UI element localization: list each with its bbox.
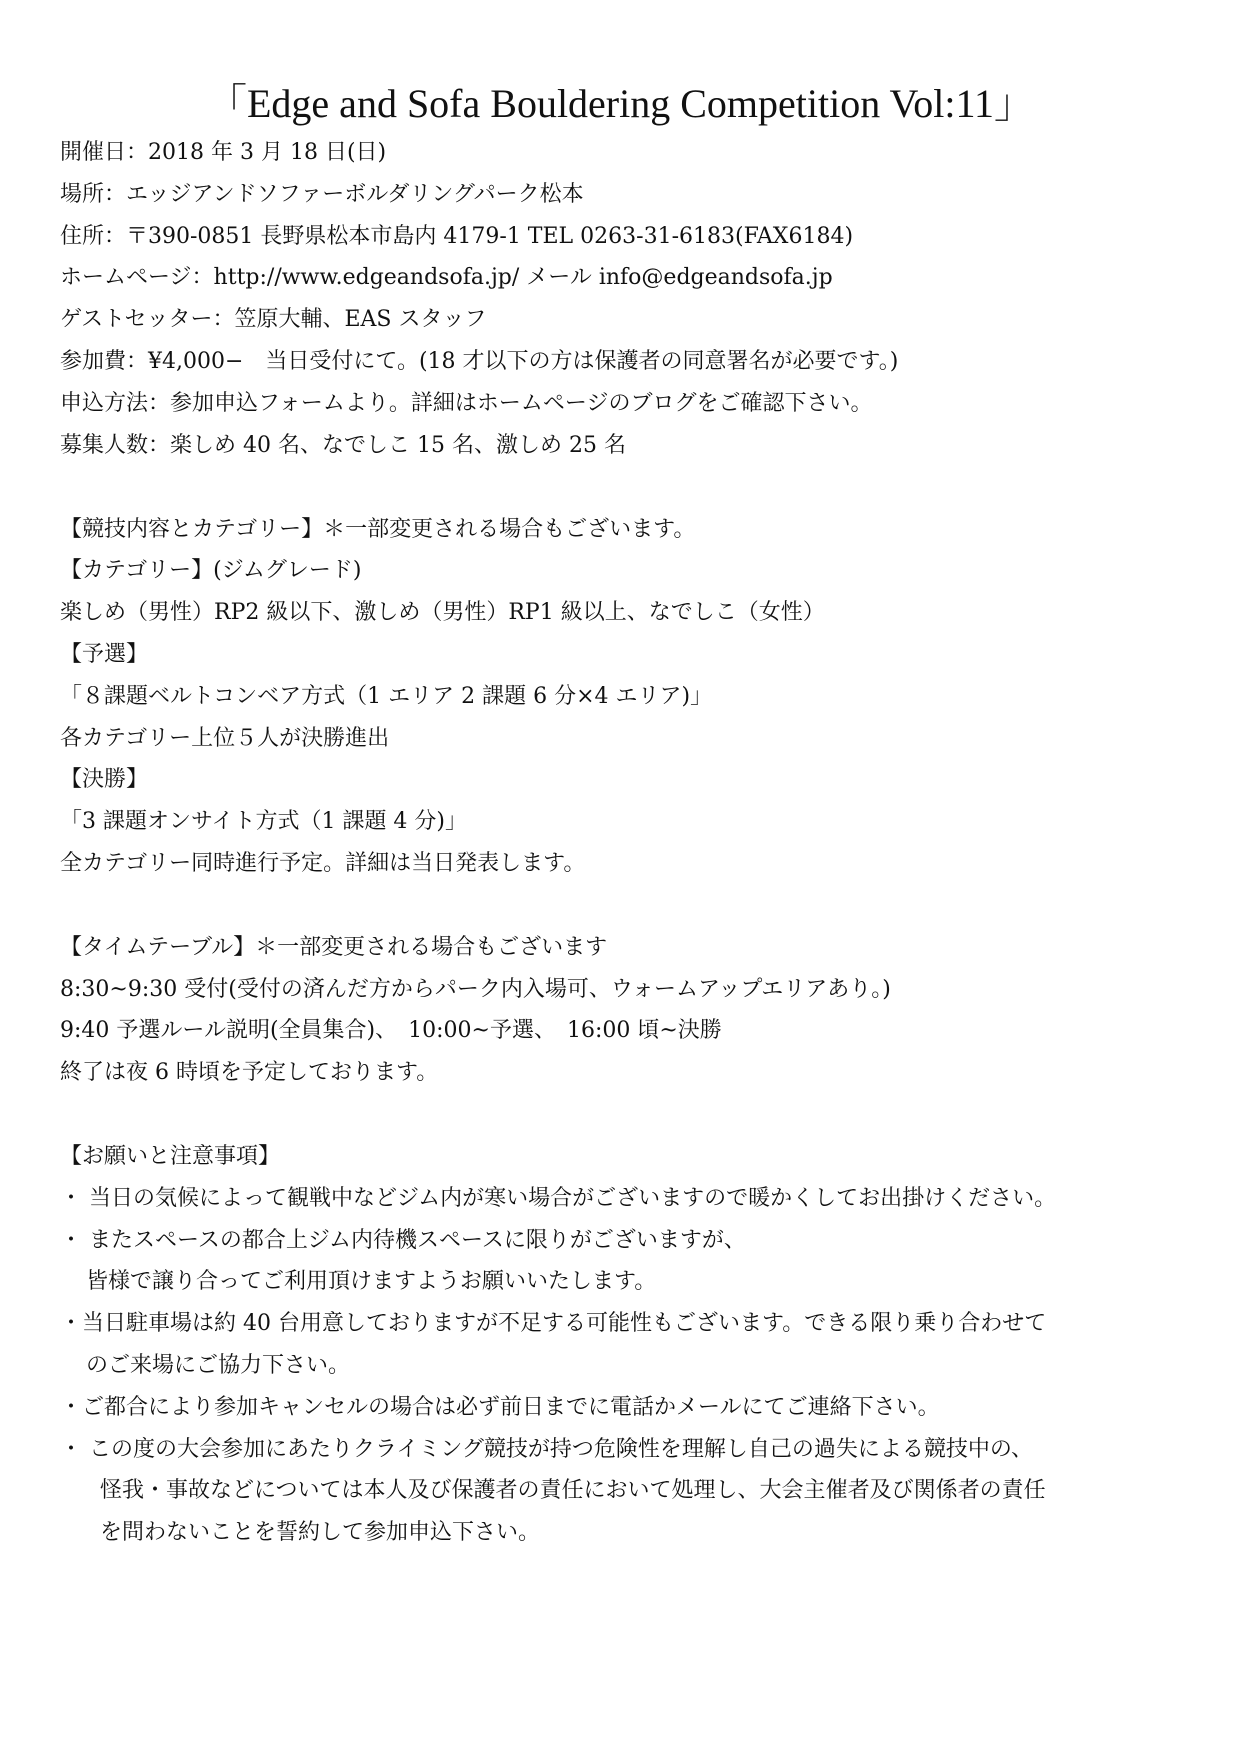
- event-setter: ゲストセッター：笠原大輔、EAS スタッフ: [60, 307, 487, 332]
- category-heading: 【カテゴリー】(ジムグレード): [60, 558, 362, 583]
- note-2-line-1: ・ またスペースの都合上ジム内待機スペースに限りがございますが、: [60, 1228, 746, 1253]
- event-web-contact: ホームページ：http://www.edgeandsofa.jp/ メール info@edgeandsofa.jp: [60, 265, 833, 290]
- timetable-heading: 【タイムテーブル】＊一部変更される場合もございます: [60, 935, 608, 960]
- note-3-line-2: のご来場にご協力下さい。: [86, 1353, 351, 1378]
- note-5-line-2: 怪我・事故などについては本人及び保護者の責任において処理し、大会主催者及び関係者の責任: [100, 1478, 1046, 1503]
- notes-heading: 【お願いと注意事項】: [60, 1144, 281, 1169]
- note-5-line-1: ・ この度の大会参加にあたりクライミング競技が持つ危険性を理解し自己の過失による競技中の、: [60, 1437, 1034, 1462]
- event-address: 住所：〒390-0851 長野県松本市島内 4179-1 TEL 0263-31-6183(FAX6184): [60, 224, 854, 249]
- qualifier-heading: 【予選】: [60, 642, 149, 667]
- note-5-line-3: を問わないことを誓約して参加申込下さい。: [100, 1520, 541, 1545]
- document-title: 「Edge and Sofa Bouldering Competition Vol:11」: [207, 81, 1034, 126]
- note-4: ・ご都合により参加キャンセルの場合は必ず前日までに電話かメールにてご連絡下さい。: [60, 1395, 940, 1420]
- final-note: 全カテゴリー同時進行予定。詳細は当日発表します。: [60, 851, 586, 876]
- event-venue: 場所：エッジアンドソファーボルダリングパーク松本: [60, 182, 584, 207]
- event-date: 開催日：2018 年 3 月 18 日(日): [60, 140, 387, 165]
- timetable-line-2: 9:40 予選ルール説明(全員集合)、 10:00~予選、 16:00 頃~決勝: [60, 1018, 722, 1043]
- timetable-line-1: 8:30~9:30 受付(受付の済んだ方からパーク内入場可、ウォームアップエリアあり。): [60, 977, 891, 1002]
- event-capacity: 募集人数：楽しめ 40 名、なでしこ 15 名、激しめ 25 名: [60, 433, 626, 458]
- event-apply-method: 申込方法：参加申込フォームより。詳細はホームページのブログをご確認下さい。: [60, 391, 873, 416]
- final-format: 「3 課題オンサイト方式（1 課題 4 分)」: [60, 809, 468, 834]
- final-heading: 【決勝】: [60, 767, 149, 792]
- competition-heading: 【競技内容とカテゴリー】＊一部変更される場合もございます。: [60, 517, 696, 542]
- qualifier-format: 「８課題ベルトコンベア方式（1 エリア 2 課題 6 分×4 エリア)」: [60, 684, 713, 709]
- qualifier-note: 各カテゴリー上位５人が決勝進出: [60, 726, 390, 751]
- note-2-line-2: 皆様で譲り合ってご利用頂けますようお願いいたします。: [86, 1269, 657, 1294]
- note-1: ・ 当日の気候によって観戦中などジム内が寒い場合がございますので暖かくしてお出掛けください。: [60, 1186, 1057, 1211]
- event-fee: 参加費：¥4,000− 当日受付にて。(18 才以下の方は保護者の同意署名が必要です。): [60, 349, 899, 374]
- category-text: 楽しめ（男性）RP2 級以下、激しめ（男性）RP1 級以上、なでしこ（女性）: [60, 600, 825, 625]
- timetable-line-3: 終了は夜 6 時頃を予定しております。: [60, 1060, 439, 1085]
- note-3-line-1: ・当日駐車場は約 40 台用意しておりますが不足する可能性もございます。できる限り乗り合わせて: [60, 1311, 1047, 1336]
